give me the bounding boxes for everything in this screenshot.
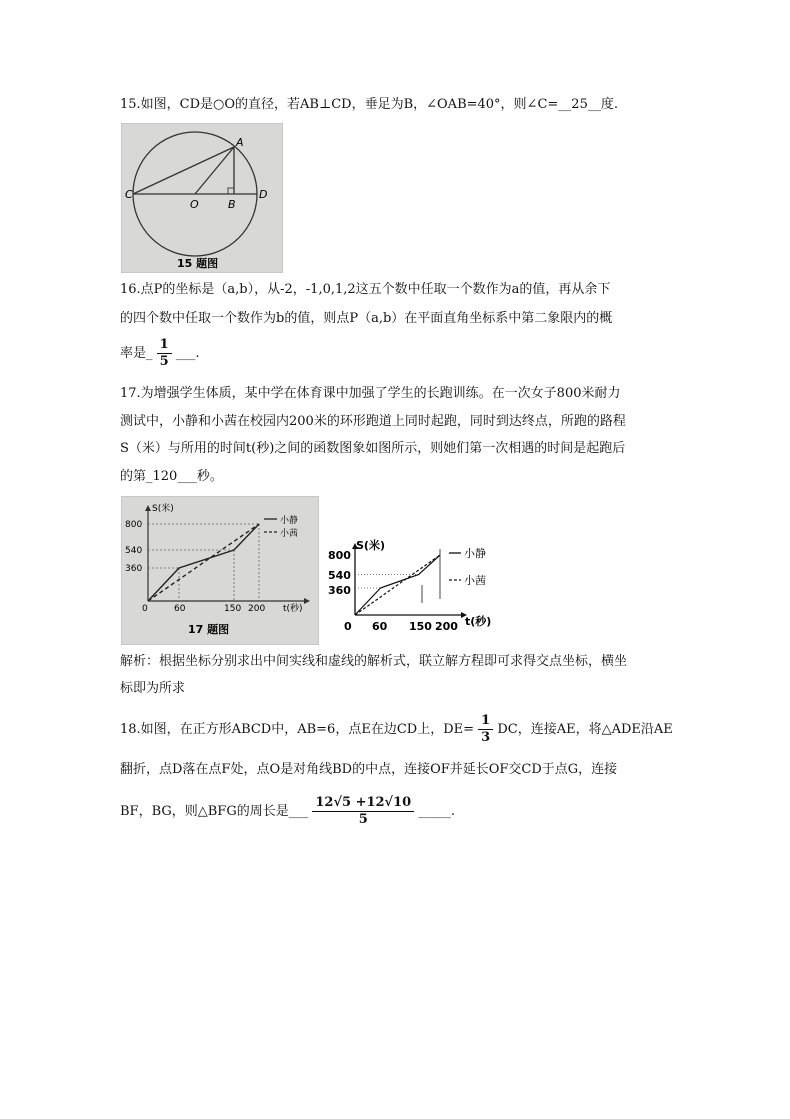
q18-de-numerator: 1 bbox=[478, 713, 493, 730]
origin-label: 0 bbox=[344, 620, 352, 633]
q17-line2: 测试中，小静和小茜在校园内200米的环形跑道上同时起跑，同时到达终点，所跑的路程 bbox=[120, 414, 626, 429]
y-tick-label: 800 bbox=[328, 549, 351, 562]
label-d: D bbox=[259, 188, 268, 201]
q16-line3 bbox=[120, 334, 199, 374]
q17-line1: 17.为增强学生体质，某中学在体育课中加强了学生的长跑训练。在一次女子800米耐力 bbox=[120, 386, 621, 401]
q15-text: 15.如图，CD是○O的直径，若AB⊥CD，垂足为B，∠OAB=40°，则∠C=__25__度. bbox=[120, 97, 618, 112]
x-tick-label: 150 bbox=[409, 620, 432, 633]
q17-photo-ytick-800: 800 bbox=[125, 520, 143, 530]
q18-answer-numerator: 12√5 +12√10 bbox=[312, 795, 414, 812]
x-axis-label: t(秒) bbox=[465, 615, 492, 628]
q17-photo-dashed-line bbox=[148, 524, 259, 601]
label-a: A bbox=[236, 136, 244, 149]
q16-prefix: 率是_ bbox=[120, 346, 153, 361]
y-tick-label: 540 bbox=[328, 569, 351, 582]
q17-analysis-line2: 标即为所求 bbox=[120, 681, 186, 696]
circle-diagram bbox=[122, 124, 282, 272]
q16-line1: 16.点P的坐标是（a,b），从-2，-1,0,1,2这五个数中任取一个数作为a的值，再从余下 bbox=[120, 282, 611, 297]
q17-photo-xtick-0: 0 bbox=[142, 604, 148, 614]
q16-answer-numerator: 1 bbox=[157, 337, 172, 354]
legend-label: 小茜 bbox=[464, 574, 486, 587]
label-c: C bbox=[125, 188, 133, 201]
q18-line1 bbox=[120, 710, 673, 750]
label-b: B bbox=[228, 198, 236, 211]
q17-photo-legend-1: 小静 bbox=[280, 516, 299, 526]
q18-de-denominator: 3 bbox=[481, 730, 491, 745]
series-line-2 bbox=[355, 555, 440, 615]
q17-line4: 的第_120___秒。 bbox=[120, 469, 223, 484]
q18-line3 bbox=[120, 792, 455, 832]
q17-line-chart bbox=[323, 535, 503, 637]
q16-answer-fraction bbox=[157, 337, 172, 370]
q18-line2: 翻折，点D落在点F处，点O是对角线BD的中点，连接OF并延长OF交CD于点G，连接 bbox=[120, 762, 618, 777]
q17-photo-xtick-200: 200 bbox=[248, 604, 266, 614]
q17-photo-chart bbox=[122, 497, 318, 644]
q18-answer-denominator: 5 bbox=[358, 812, 368, 827]
q15-caption: 15 题图 bbox=[177, 257, 219, 270]
y-tick-label: 360 bbox=[328, 584, 351, 597]
q16-suffix: ___. bbox=[175, 346, 200, 361]
q15-figure bbox=[121, 123, 283, 273]
q18-de-fraction bbox=[478, 713, 493, 746]
q17-photo-figure bbox=[121, 496, 319, 645]
label-o: O bbox=[190, 198, 199, 211]
q18-line1-post: DC，连接AE，将△ADE沿AE bbox=[497, 722, 673, 737]
q17-photo-ytick-540: 540 bbox=[125, 546, 143, 556]
q17-photo-ytick-360: 360 bbox=[125, 564, 143, 574]
q17-line3: S（米）与所用的时间t(秒)之间的函数图象如图所示，则她们第一次相遇的时间是起跑后 bbox=[120, 441, 626, 456]
q17-photo-xlabel: t(秒) bbox=[283, 604, 303, 614]
q16-answer-denominator: 5 bbox=[159, 354, 169, 369]
y-axis-label: S(米) bbox=[356, 539, 385, 552]
q17-photo-legend-2: 小茜 bbox=[280, 529, 299, 539]
q18-answer-fraction bbox=[312, 795, 414, 828]
q18-line3-post: _____. bbox=[418, 804, 455, 819]
q17-photo-xtick-150: 150 bbox=[224, 604, 242, 614]
legend-label: 小静 bbox=[464, 547, 486, 560]
q17-photo-xtick-60: 60 bbox=[174, 604, 186, 614]
q17-photo-ylabel: S(米) bbox=[152, 504, 174, 514]
q16-line2: 的四个数中任取一个数作为b的值，则点P（a,b）在平面直角坐标系中第二象限内的概 bbox=[120, 311, 613, 326]
q17-analysis-line1: 解析：根据坐标分别求出中间实线和虚线的解析式，联立解方程即可求得交点坐标，横坐 bbox=[120, 654, 628, 669]
q17-photo-caption: 17 题图 bbox=[188, 623, 230, 636]
x-tick-label: 60 bbox=[372, 620, 388, 633]
q18-line1-pre: 18.如图，在正方形ABCD中，AB=6，点E在边CD上，DE= bbox=[120, 722, 474, 737]
q18-line3-pre: BF，BG，则△BFG的周长是___ bbox=[120, 804, 309, 819]
x-tick-label: 200 bbox=[435, 620, 458, 633]
